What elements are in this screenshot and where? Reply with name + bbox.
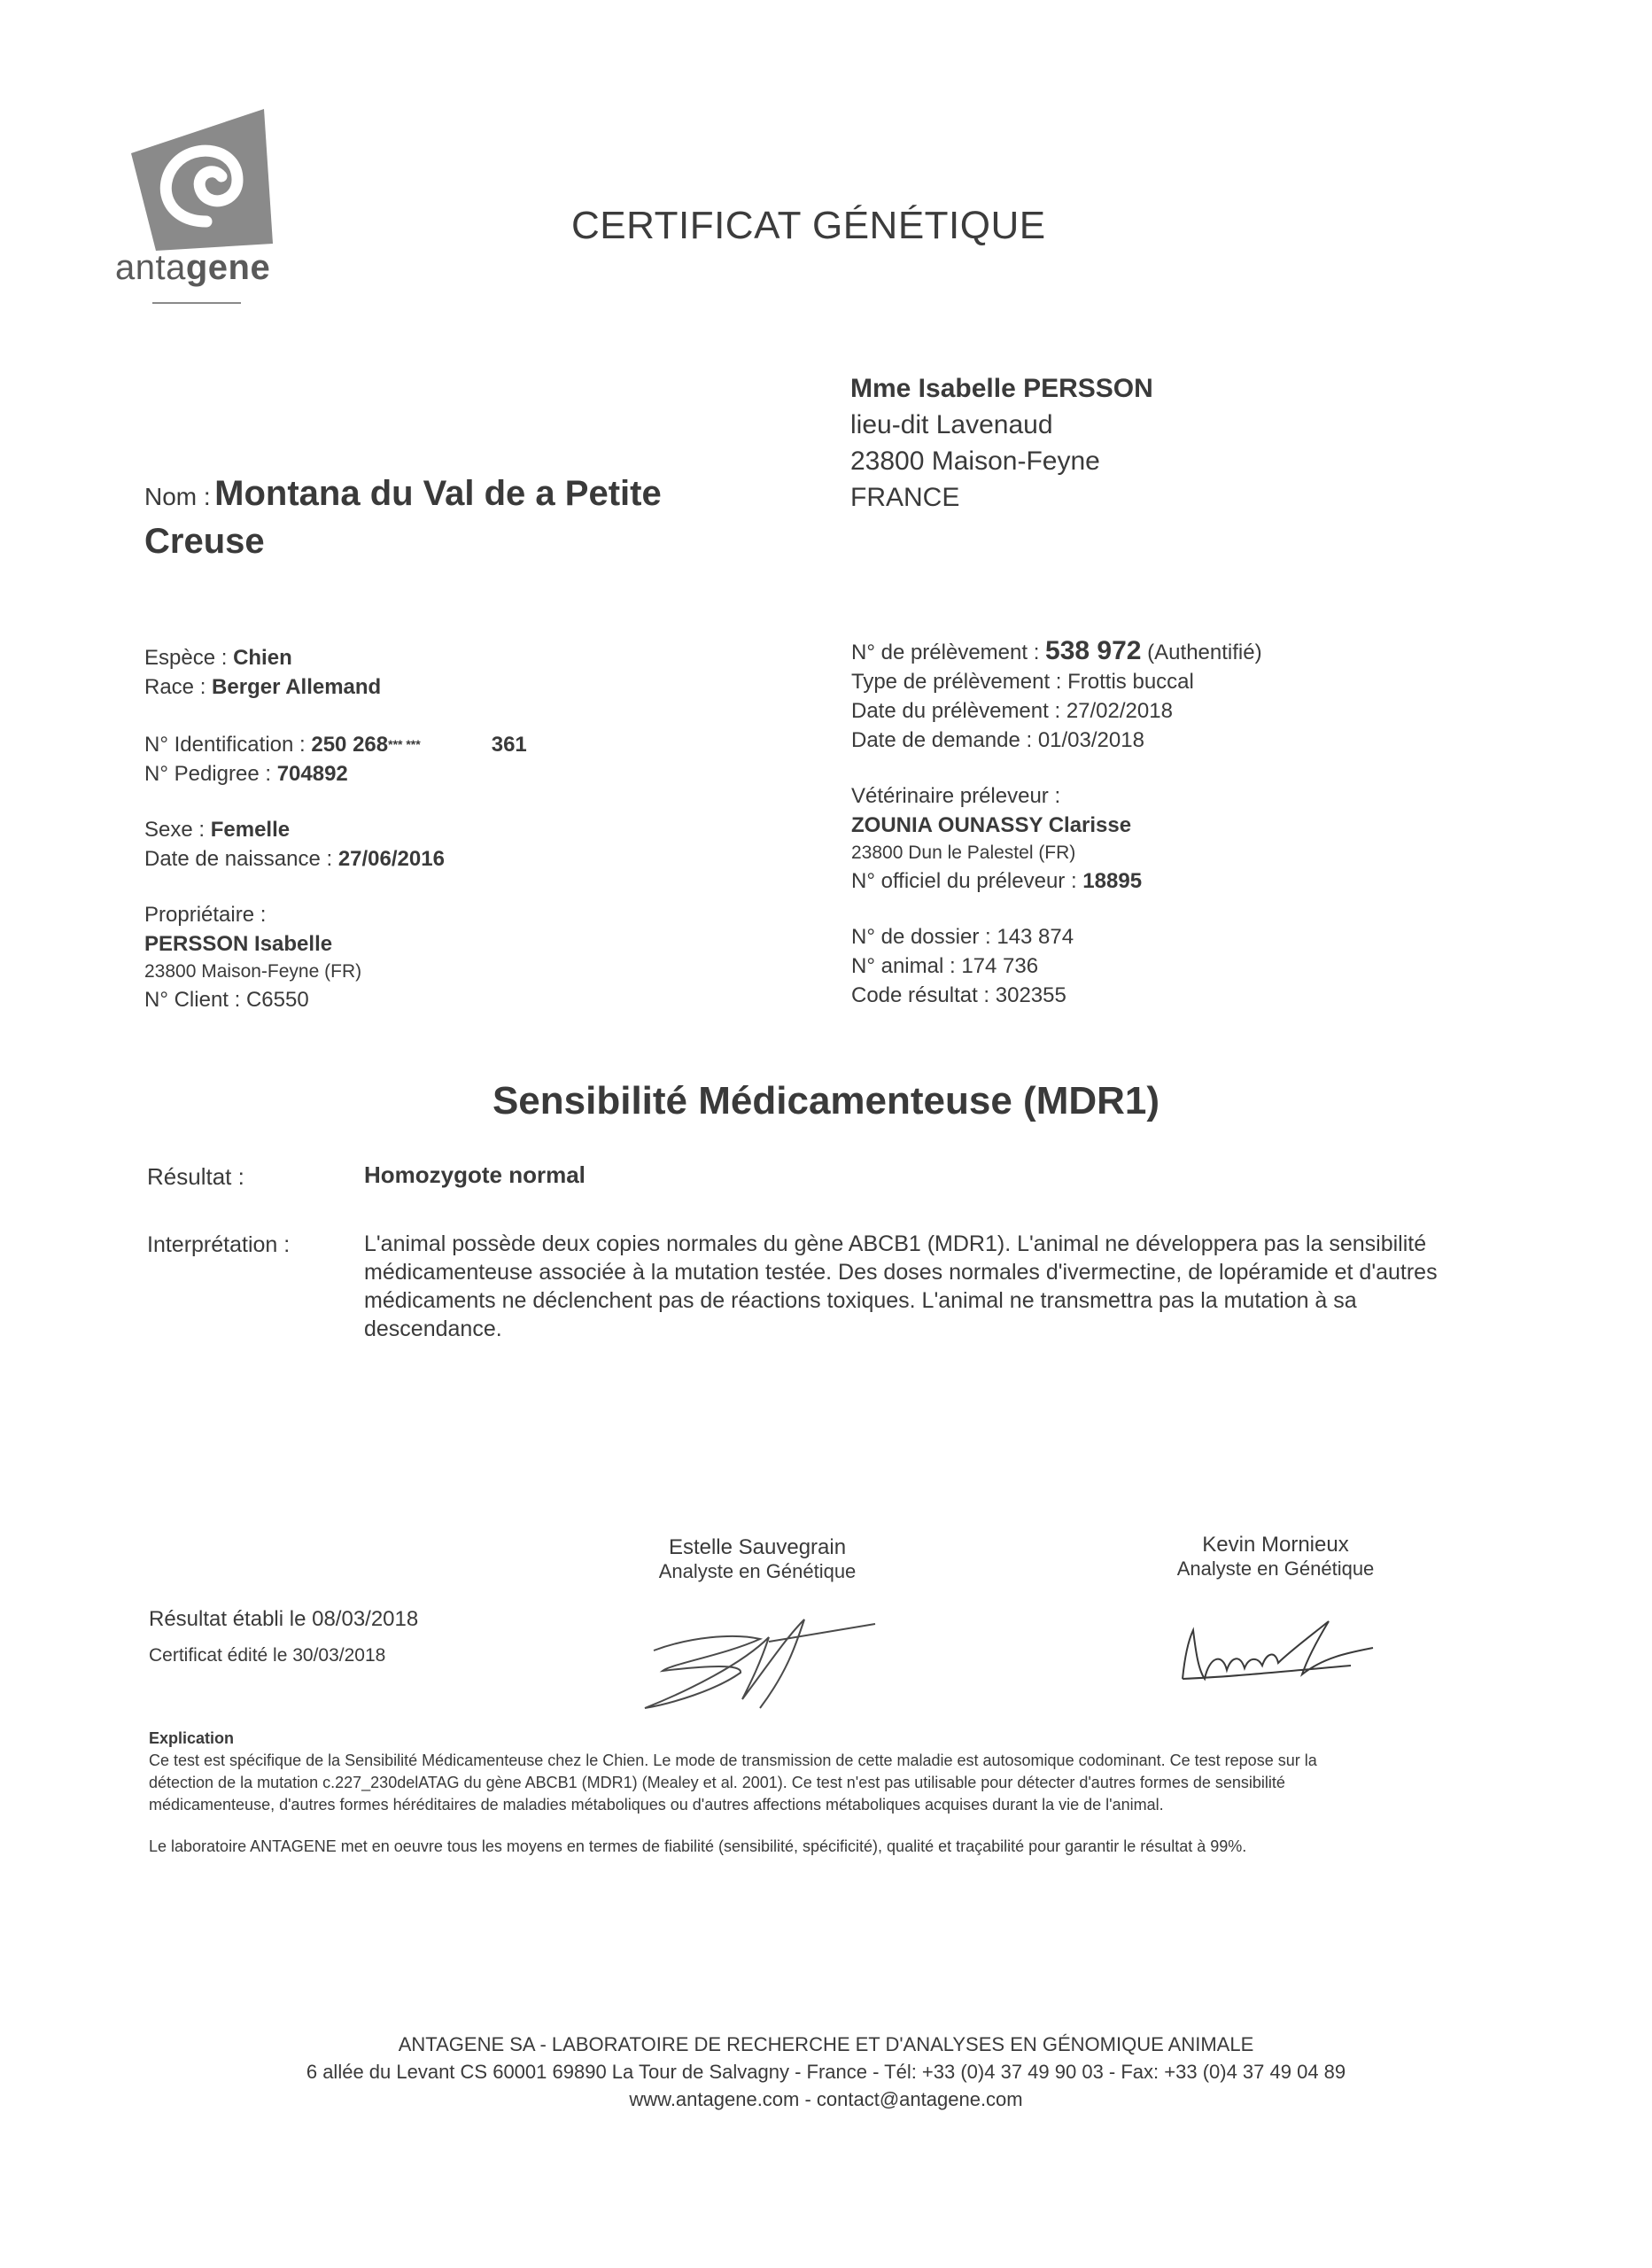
footer-company: ANTAGENE SA - LABORATOIRE DE RECHERCHE ET D'ANALYSES EN GÉNOMIQUE ANIMALE (398, 2033, 1254, 2055)
animal-name: Montana du Val de a Petite (214, 474, 662, 513)
sexe-value: Femelle (210, 818, 291, 842)
sexe-label: Sexe : (144, 818, 206, 842)
explication-line: Ce test est spécifique de la Sensibilité Médicamenteuse chez le Chien. Le mode de transmission de cette maladie est autosomique codominant. Ce test repose sur la (149, 1751, 1317, 1769)
prelevement-note: (Authentifié) (1147, 641, 1262, 664)
naissance-value: 27/06/2016 (337, 847, 445, 871)
date-prelevement-label: Date du prélèvement : (851, 699, 1061, 723)
interpretation-line: L'animal possède deux copies normales du gène ABCB1 (MDR1). L'animal ne développera pas la sensibilité (364, 1231, 1427, 1256)
identification-label: N° Identification : (144, 733, 306, 757)
interpretation-label: Interprétation : (147, 1232, 291, 1257)
code-resultat-value: 302355 (995, 983, 1066, 1007)
animal-name-cont: Creuse (144, 522, 265, 561)
footer-web: www.antagene.com - contact@antagene.com (629, 2088, 1023, 2110)
signatory-name: Kevin Mornieux (1202, 1533, 1349, 1557)
certificat-edite: Certificat édité le 30/03/2018 (149, 1645, 386, 1666)
signature-block-2 (1152, 1533, 1400, 1581)
prelevement-label: N° de prélèvement : (851, 641, 1040, 664)
signature-2-scribble (1174, 1608, 1386, 1697)
preleveur-number-value: 18895 (1082, 869, 1143, 893)
espece-label: Espèce : (144, 646, 228, 670)
signatory-name: Estelle Sauvegrain (668, 1535, 847, 1559)
signature-block-1 (611, 1535, 904, 1583)
resultat-value: Homozygote normal (364, 1161, 586, 1188)
date-demande-value: 01/03/2018 (1037, 728, 1144, 752)
race-label: Race : (144, 675, 206, 699)
laboratoire-statement: Le laboratoire ANTAGENE met en oeuvre tous les moyens en termes de fiabilité (sensibilité, spécificité), qualité et traçabilité pour garantir le résultat à 99%. (149, 1837, 1247, 1855)
signature-1-scribble (636, 1602, 902, 1717)
client-value: C6550 (245, 988, 309, 1012)
animal-number-value: 174 736 (961, 954, 1039, 978)
footer-address: 6 allée du Levant CS 60001 69890 La Tour de Salvagny - France - Tél: +33 (0)4 37 49 90 03 - Fax: +33 (0)4 37 49 04 89 (306, 2061, 1346, 2083)
logo-word-plain: anta (115, 248, 186, 287)
client-label: N° Client : (144, 988, 241, 1012)
recipient-line: FRANCE (850, 483, 960, 512)
test-title: Sensibilité Médicamenteuse (MDR1) (492, 1079, 1160, 1122)
recipient-name: Mme Isabelle PERSSON (850, 374, 1153, 403)
identification-value-end: 361 (491, 733, 527, 757)
type-prelevement-label: Type de prélèvement : (851, 670, 1062, 694)
proprietaire-address: 23800 Maison-Feyne (FR) (144, 961, 362, 982)
dossier-value: 143 874 (997, 925, 1074, 949)
espece-value: Chien (233, 646, 292, 670)
proprietaire-value: PERSSON Isabelle (144, 932, 333, 956)
resultat-label: Résultat : (147, 1163, 244, 1190)
type-prelevement-value: Frottis buccal (1067, 670, 1194, 694)
logo-underline (152, 302, 241, 304)
identification-redaction (421, 734, 492, 751)
recipient-line: lieu-dit Lavenaud (850, 410, 1053, 439)
identification-mask: *** *** (388, 737, 421, 751)
logo-swirl-icon (113, 102, 291, 252)
animal-number-label: N° animal : (851, 954, 956, 978)
pedigree-label: N° Pedigree : (144, 762, 272, 786)
veterinaire-value: ZOUNIA OUNASSY Clarisse (851, 813, 1132, 837)
recipient-line: 23800 Maison-Feyne (850, 447, 1100, 476)
sample-info (851, 636, 1613, 1010)
proprietaire-label: Propriétaire : (144, 903, 267, 927)
explication-line: médicamenteuse, d'autres formes héréditaires de maladies métaboliques ou d'autres affections métaboliques acquises durant la vie de l'animal. (149, 1796, 1164, 1814)
preleveur-number-label: N° officiel du préleveur : (851, 869, 1077, 893)
recipient-block (850, 370, 1153, 516)
race-value: Berger Allemand (212, 675, 382, 699)
prelevement-value: 538 972 (1045, 636, 1142, 665)
veterinaire-address: 23800 Dun le Palestel (FR) (851, 843, 1076, 863)
signatory-role: Analyste en Génétique (658, 1560, 857, 1582)
animal-info (144, 643, 764, 1014)
explication-line: détection de la mutation c.227_230delATAG du gène ABCB1 (MDR1) (Mealey et al. 2001). Ce test n'est pas utilisable pour détecter d'autres formes de sensibilité (149, 1774, 1285, 1791)
veterinaire-label: Vétérinaire préleveur : (851, 784, 1061, 808)
identification-value-start: 250 268 (311, 733, 389, 757)
explication-block (149, 1728, 1557, 1858)
signatory-role: Analyste en Génétique (1176, 1557, 1375, 1580)
interpretation-line: médicamenteuse associée à la mutation testée. Des doses normales d'ivermectine, de lopéramide et d'autres (364, 1260, 1438, 1285)
date-prelevement-value: 27/02/2018 (1066, 699, 1173, 723)
logo-word-bold: gene (185, 248, 271, 287)
code-resultat-label: Code résultat : (851, 983, 990, 1007)
pedigree-value: 704892 (276, 762, 348, 786)
dossier-label: N° de dossier : (851, 925, 991, 949)
page-title: CERTIFICAT GÉNÉTIQUE (571, 204, 1046, 247)
antagene-logo (113, 102, 291, 306)
footer (0, 2031, 1652, 2113)
naissance-label: Date de naissance : (144, 847, 333, 871)
interpretation-line: descendance. (364, 1317, 502, 1341)
interpretation-line: médicaments ne déclenchent pas de réactions toxiques. L'animal ne transmettra pas la mutation à sa (364, 1288, 1357, 1313)
animal-name-block (144, 470, 662, 565)
explication-title: Explication (149, 1729, 235, 1747)
interpretation-text (364, 1230, 1462, 1343)
nom-label: Nom : (144, 483, 211, 510)
resultat-etabli: Résultat établi le 08/03/2018 (149, 1607, 419, 1631)
date-demande-label: Date de demande : (851, 728, 1033, 752)
logo-wordmark (115, 248, 270, 288)
